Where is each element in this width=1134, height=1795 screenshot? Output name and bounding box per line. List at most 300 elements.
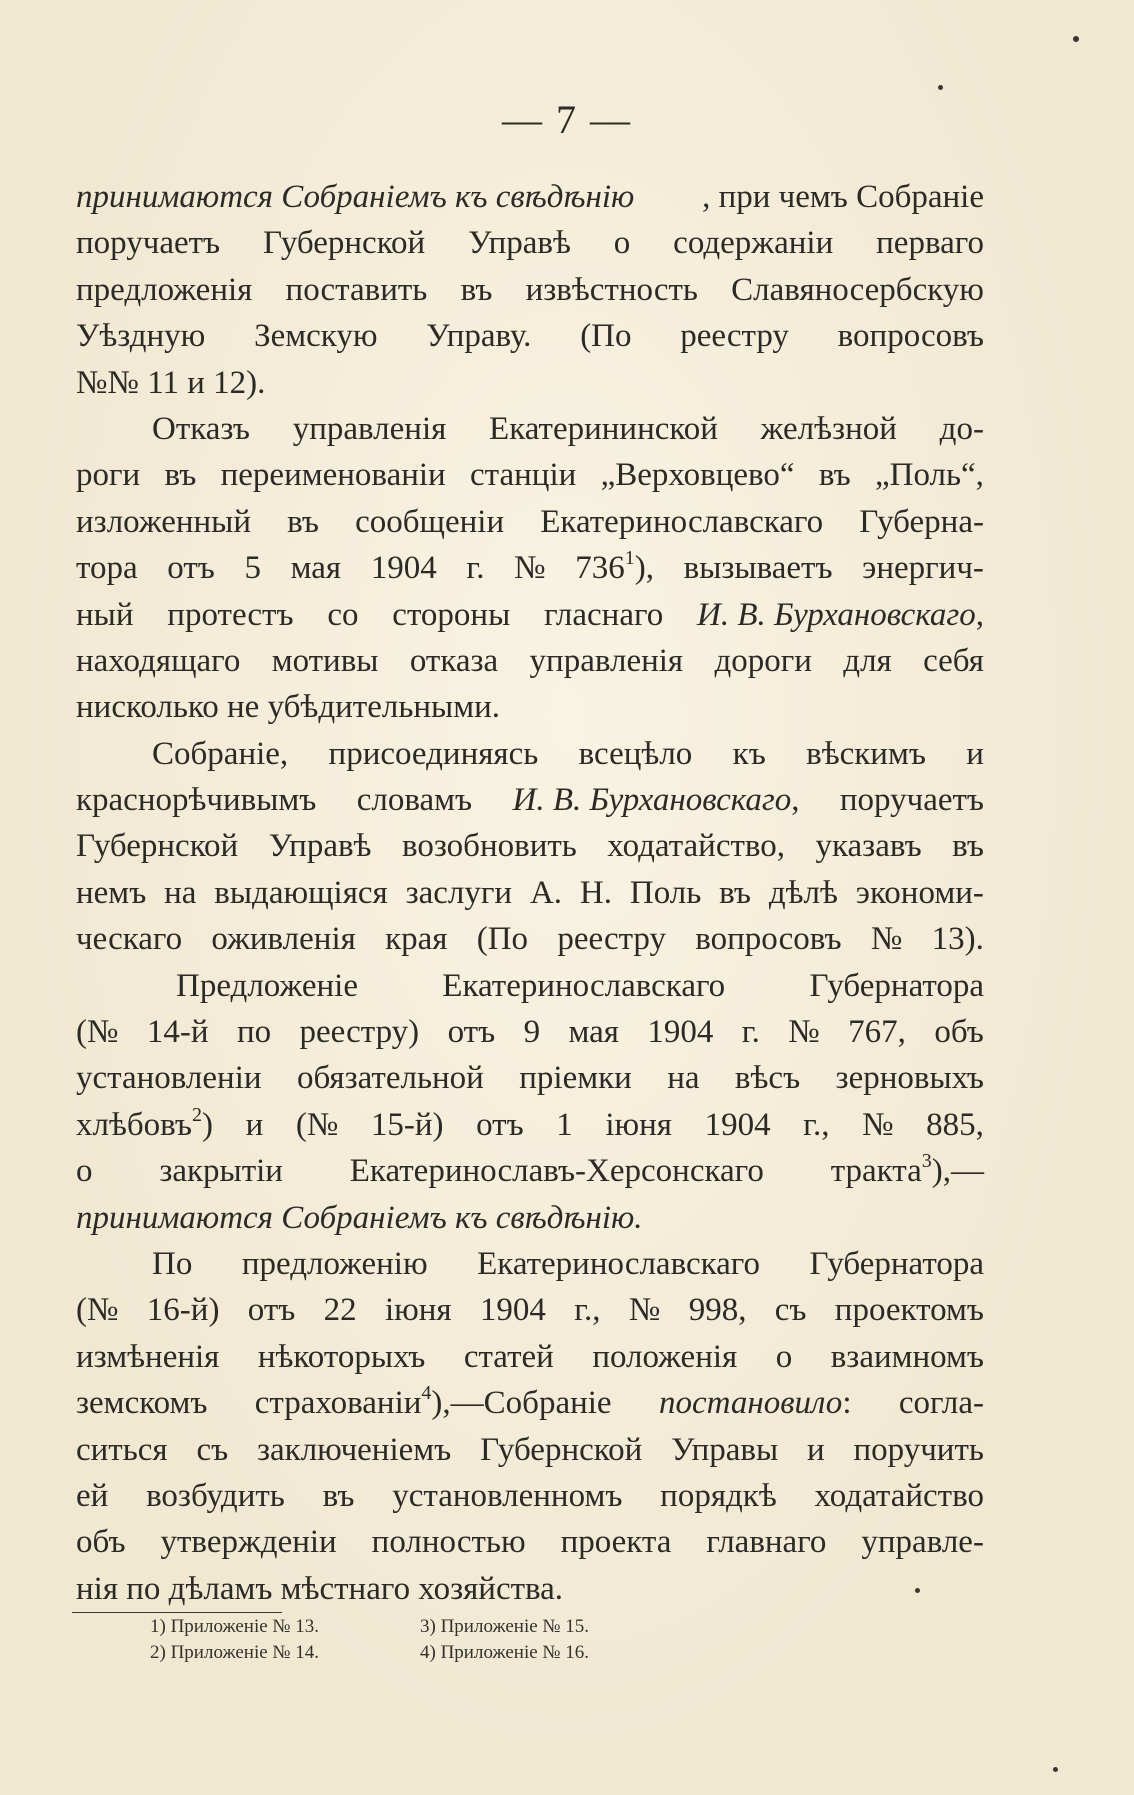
word bbox=[248, 1287, 296, 1333]
word bbox=[574, 1287, 600, 1333]
word bbox=[287, 499, 319, 545]
footnote-marker: 3 bbox=[921, 1150, 932, 1173]
word-text: въ bbox=[322, 1477, 355, 1514]
word bbox=[601, 452, 795, 498]
word bbox=[297, 1055, 484, 1101]
word-text: на bbox=[164, 874, 197, 911]
word bbox=[76, 916, 182, 962]
word-text: главнаго bbox=[706, 1524, 827, 1561]
word-text: экономи- bbox=[855, 874, 984, 911]
word-text: нѣкоторыхъ bbox=[257, 1338, 426, 1375]
word bbox=[835, 1287, 984, 1333]
word-text: въ bbox=[719, 874, 751, 911]
text-line bbox=[76, 638, 984, 684]
word-text: Предложеніе bbox=[176, 967, 358, 1004]
word bbox=[237, 1009, 271, 1055]
word bbox=[514, 545, 546, 591]
word-text: ходатайство, bbox=[607, 828, 786, 865]
scan-speck bbox=[1073, 36, 1079, 42]
word bbox=[926, 1102, 984, 1148]
word bbox=[350, 1148, 764, 1194]
word-text: стороны bbox=[392, 596, 511, 633]
word-text: Собраніе, bbox=[152, 735, 289, 772]
word bbox=[923, 638, 984, 684]
text-line bbox=[76, 499, 984, 545]
word-text: 767, bbox=[848, 1014, 906, 1051]
word bbox=[272, 638, 379, 684]
word bbox=[815, 1473, 984, 1519]
word bbox=[530, 638, 684, 684]
word-text: г., bbox=[803, 1106, 830, 1143]
word-text: №№ 11 и 12). bbox=[76, 364, 266, 401]
word-text: переименованіи bbox=[220, 457, 446, 494]
word-text: 13). bbox=[931, 921, 984, 958]
word-text: вопросовъ bbox=[837, 318, 984, 355]
word-text: вѣскимъ bbox=[806, 735, 926, 772]
word bbox=[733, 731, 766, 777]
word bbox=[899, 1380, 984, 1426]
text-line bbox=[76, 452, 984, 498]
text-line bbox=[76, 1334, 984, 1380]
word-text: Губерна- bbox=[859, 503, 984, 540]
word-text: „Верховцево“ bbox=[600, 457, 795, 494]
word bbox=[76, 684, 500, 730]
word-text: оживленія bbox=[211, 921, 356, 958]
word bbox=[76, 1566, 563, 1612]
word bbox=[714, 638, 812, 684]
word bbox=[221, 452, 446, 498]
word-text: желѣзной bbox=[760, 410, 897, 447]
word-text: края bbox=[385, 921, 448, 958]
word-text: Губернатора bbox=[809, 1245, 984, 1282]
word bbox=[286, 267, 428, 313]
word-text: отъ bbox=[167, 550, 215, 587]
word-text: энергич- bbox=[862, 550, 984, 587]
word-text: предложенія bbox=[76, 271, 253, 308]
word bbox=[214, 870, 387, 916]
word bbox=[254, 313, 377, 359]
word bbox=[176, 963, 358, 1009]
word-text: отъ bbox=[447, 1014, 496, 1051]
word-text: выдающіяся bbox=[214, 874, 388, 911]
word-text: вопросовъ bbox=[695, 921, 842, 958]
word-text: 1 bbox=[556, 1106, 573, 1143]
word-text: поручаетъ bbox=[839, 782, 984, 819]
word bbox=[524, 1009, 541, 1055]
word bbox=[76, 174, 634, 220]
word-text: зерновыхъ bbox=[835, 1060, 984, 1097]
word-text: 5 bbox=[244, 550, 261, 587]
word-text: отказа bbox=[409, 642, 499, 679]
text-line bbox=[76, 1102, 984, 1148]
word-text: , при чемъ Собраніе bbox=[702, 179, 984, 215]
word bbox=[402, 823, 577, 869]
word-text: Н. bbox=[579, 874, 612, 911]
footnote-marker: 2 bbox=[192, 1103, 202, 1126]
scan-speck bbox=[915, 1588, 920, 1593]
word bbox=[607, 823, 785, 869]
word bbox=[477, 916, 528, 962]
word bbox=[680, 313, 789, 359]
word-text: Екатеринославскаго bbox=[540, 503, 824, 540]
word bbox=[426, 313, 531, 359]
word bbox=[660, 1473, 777, 1519]
word-text: Екатерининской bbox=[489, 410, 718, 447]
word-text: Земскую bbox=[254, 318, 378, 355]
word bbox=[76, 452, 140, 498]
word-text: (№ bbox=[295, 1106, 339, 1143]
word-text: 9 bbox=[523, 1014, 541, 1051]
word bbox=[468, 220, 571, 266]
footnote-entry: 3) Приложеніе № 15. bbox=[420, 1616, 590, 1637]
word-text: содержаніи bbox=[673, 225, 834, 262]
word-text: 736 bbox=[575, 550, 625, 587]
word bbox=[775, 1287, 807, 1333]
word bbox=[875, 452, 984, 498]
word bbox=[392, 592, 510, 638]
word-text: № bbox=[862, 1106, 894, 1143]
word bbox=[530, 870, 562, 916]
word-text: Екатеринославскаго bbox=[442, 967, 726, 1004]
word bbox=[152, 406, 250, 452]
word-text: ситься bbox=[76, 1431, 168, 1468]
word-text: ходатайство bbox=[814, 1477, 984, 1514]
word-text: съ bbox=[196, 1431, 229, 1468]
word bbox=[76, 1102, 213, 1148]
word-text: пріемки bbox=[519, 1060, 632, 1097]
word bbox=[761, 406, 897, 452]
word bbox=[147, 1009, 209, 1055]
word-text: № bbox=[788, 1014, 820, 1051]
word-text: , bbox=[791, 782, 800, 819]
word-text: ) bbox=[202, 1106, 213, 1143]
word-text: сообщеніи bbox=[355, 503, 505, 540]
scan-speck bbox=[938, 85, 943, 90]
word bbox=[152, 731, 288, 777]
footnote-marker: 4 bbox=[421, 1382, 432, 1405]
word bbox=[76, 1334, 219, 1380]
word-text: проектомъ bbox=[834, 1292, 984, 1329]
word bbox=[480, 1427, 642, 1473]
word-text: въ bbox=[818, 457, 851, 494]
word-text: ей bbox=[76, 1477, 109, 1514]
word-text: дороги bbox=[714, 642, 812, 679]
word-text: А. bbox=[529, 874, 563, 911]
word bbox=[76, 1287, 118, 1333]
word bbox=[719, 870, 751, 916]
word-text: на bbox=[667, 1060, 700, 1097]
word bbox=[568, 1009, 618, 1055]
text-line bbox=[76, 1427, 984, 1473]
word-text: № bbox=[870, 921, 903, 958]
text-line bbox=[76, 313, 984, 359]
word-text: возбудить bbox=[146, 1477, 285, 1514]
word bbox=[357, 777, 472, 823]
word-text: Губернской bbox=[480, 1431, 643, 1468]
word-text: заключеніемъ bbox=[256, 1431, 452, 1468]
body-text bbox=[76, 174, 984, 1612]
word bbox=[836, 1055, 984, 1101]
word bbox=[540, 499, 823, 545]
word bbox=[146, 1473, 285, 1519]
word bbox=[355, 499, 504, 545]
word bbox=[667, 1055, 699, 1101]
word-text: ),— bbox=[931, 1153, 984, 1190]
word bbox=[513, 777, 800, 823]
word bbox=[614, 220, 631, 266]
word-text: 14-й bbox=[146, 1014, 209, 1051]
word bbox=[392, 1473, 622, 1519]
word bbox=[557, 916, 666, 962]
word bbox=[76, 1427, 168, 1473]
word bbox=[966, 731, 984, 777]
word-text: нія по дѣламъ мѣстнаго хозяйства. bbox=[76, 1570, 564, 1607]
word-text: установленномъ bbox=[392, 1477, 623, 1514]
word bbox=[327, 592, 358, 638]
word-text: со bbox=[327, 596, 359, 633]
footnote-row bbox=[150, 1614, 589, 1640]
word-text: № bbox=[514, 550, 546, 587]
word bbox=[76, 499, 251, 545]
word bbox=[152, 1241, 192, 1287]
word bbox=[659, 1380, 852, 1426]
word bbox=[819, 452, 851, 498]
word bbox=[592, 1334, 737, 1380]
word-text: къ bbox=[732, 735, 766, 772]
word-text: поставить bbox=[285, 271, 428, 308]
word-text: 15-й) bbox=[370, 1106, 444, 1143]
word bbox=[76, 870, 146, 916]
word-text: согла- bbox=[898, 1385, 984, 1422]
word bbox=[76, 1473, 108, 1519]
word bbox=[810, 963, 984, 1009]
word bbox=[684, 545, 833, 591]
word-text: Управѣ bbox=[268, 828, 372, 865]
word bbox=[258, 1334, 425, 1380]
word-text: мотивы bbox=[271, 642, 379, 679]
word bbox=[580, 870, 612, 916]
word bbox=[466, 545, 484, 591]
word bbox=[647, 1009, 713, 1055]
word-text: г. bbox=[466, 550, 485, 587]
word bbox=[556, 1102, 573, 1148]
word bbox=[519, 1055, 632, 1101]
word bbox=[831, 1334, 984, 1380]
text-line bbox=[76, 360, 984, 406]
text-line bbox=[76, 267, 984, 313]
text-line bbox=[76, 731, 984, 777]
word bbox=[76, 1519, 126, 1565]
word-text: 1904 bbox=[704, 1106, 771, 1143]
word-text: Екатеринославскаго bbox=[477, 1245, 761, 1282]
word bbox=[76, 220, 220, 266]
word bbox=[940, 406, 984, 452]
text-line bbox=[76, 1241, 984, 1287]
word bbox=[807, 1427, 825, 1473]
word-text: отъ bbox=[247, 1292, 296, 1329]
word-text: И. В. Бурхановскаго bbox=[697, 596, 976, 633]
word-text: до- bbox=[939, 410, 984, 447]
word-text: всецѣло bbox=[578, 735, 693, 772]
word bbox=[76, 1195, 643, 1241]
word-text: отъ bbox=[476, 1106, 524, 1143]
word-text: ),—Собраніе bbox=[431, 1385, 612, 1422]
word-text: присоединяясь bbox=[328, 735, 539, 772]
word-text: Уѣздную bbox=[76, 318, 206, 355]
word-text: управленія bbox=[292, 410, 447, 447]
word bbox=[323, 1473, 355, 1519]
word-text: Губернской bbox=[76, 828, 239, 865]
word bbox=[605, 1102, 672, 1148]
word bbox=[76, 1009, 118, 1055]
word bbox=[575, 545, 654, 591]
word bbox=[856, 870, 984, 916]
word bbox=[810, 1241, 984, 1287]
word-text: станціи bbox=[470, 457, 577, 494]
word bbox=[848, 1009, 906, 1055]
word-text: поручить bbox=[853, 1431, 984, 1468]
text-line bbox=[76, 684, 984, 730]
text-line bbox=[76, 870, 984, 916]
word bbox=[371, 545, 437, 591]
word-text: взаимномъ bbox=[830, 1338, 984, 1375]
word-text: ный bbox=[76, 596, 134, 633]
word-text: возобновить bbox=[401, 828, 577, 865]
word bbox=[776, 1334, 793, 1380]
word-text: мая bbox=[568, 1014, 619, 1051]
text-line bbox=[76, 545, 984, 591]
word-text: въ bbox=[952, 828, 984, 865]
word bbox=[246, 1102, 264, 1148]
word bbox=[385, 916, 447, 962]
word-text: протестъ bbox=[167, 596, 294, 633]
word-text: тора bbox=[76, 550, 138, 587]
word bbox=[147, 1287, 220, 1333]
word-text: Управѣ bbox=[468, 225, 571, 262]
text-line bbox=[76, 1009, 984, 1055]
word-text: И. В. Бурхановскаго bbox=[512, 782, 792, 819]
word bbox=[702, 174, 984, 220]
word bbox=[689, 1287, 747, 1333]
word bbox=[291, 545, 341, 591]
word bbox=[840, 777, 984, 823]
word-text: реестру bbox=[680, 318, 789, 355]
word-text: находящаго bbox=[76, 642, 241, 679]
word bbox=[705, 1102, 771, 1148]
word-text: г., bbox=[574, 1292, 601, 1329]
word bbox=[580, 313, 631, 359]
word bbox=[673, 220, 833, 266]
word bbox=[706, 1519, 826, 1565]
word-text: полностью bbox=[371, 1524, 526, 1561]
word-text: г. bbox=[741, 1014, 760, 1051]
word-text: принимаются Собраніемъ къ свѣдѣнію bbox=[76, 179, 635, 215]
text-line bbox=[76, 916, 984, 962]
word bbox=[164, 870, 196, 916]
word bbox=[385, 1287, 452, 1333]
word-text: іюня bbox=[384, 1292, 452, 1329]
word-text: 998, bbox=[688, 1292, 747, 1329]
word-text: предложенію bbox=[241, 1245, 428, 1282]
word bbox=[489, 406, 718, 452]
word bbox=[255, 1380, 612, 1426]
word-text: заслуги bbox=[405, 874, 513, 911]
word-text: изложенный bbox=[76, 503, 252, 540]
word-text: іюня bbox=[605, 1106, 672, 1143]
word bbox=[831, 1148, 984, 1194]
word bbox=[697, 592, 984, 638]
word-text: вѣсъ bbox=[734, 1060, 801, 1097]
word-text: о bbox=[775, 1338, 793, 1375]
word bbox=[76, 313, 205, 359]
text-line bbox=[76, 1055, 984, 1101]
word-text: реестру) bbox=[299, 1014, 420, 1051]
word bbox=[735, 1055, 800, 1101]
word bbox=[372, 1519, 526, 1565]
word bbox=[816, 823, 922, 869]
word-text: постановило bbox=[658, 1385, 843, 1422]
text-line bbox=[76, 1566, 984, 1612]
footnote-marker: 1 bbox=[624, 547, 635, 570]
footnotes bbox=[150, 1614, 589, 1666]
word-text: управле- bbox=[861, 1524, 984, 1561]
word bbox=[843, 638, 891, 684]
word bbox=[544, 592, 663, 638]
word bbox=[461, 267, 493, 313]
word-text: о bbox=[613, 225, 631, 262]
word-text: вызываетъ bbox=[683, 550, 833, 587]
word-text: словамъ bbox=[356, 782, 473, 819]
word bbox=[561, 1519, 672, 1565]
word bbox=[871, 916, 903, 962]
text-line bbox=[76, 1473, 984, 1519]
word bbox=[293, 406, 447, 452]
word-text: : bbox=[842, 1385, 852, 1422]
word-text: краснорѣчивымъ bbox=[76, 782, 317, 819]
word bbox=[371, 1102, 444, 1148]
word bbox=[803, 1102, 829, 1148]
word bbox=[579, 731, 693, 777]
footnote-entry: 4) Приложеніе № 16. bbox=[420, 1642, 590, 1663]
word bbox=[838, 313, 984, 359]
word bbox=[806, 731, 926, 777]
word bbox=[477, 1241, 760, 1287]
word bbox=[695, 916, 841, 962]
word-text: проекта bbox=[560, 1524, 672, 1561]
word-text: реестру bbox=[557, 921, 666, 958]
word-text: закрытіи bbox=[159, 1153, 283, 1190]
word bbox=[464, 1334, 554, 1380]
word bbox=[876, 220, 984, 266]
word bbox=[263, 220, 425, 266]
word bbox=[76, 267, 252, 313]
word-text: мая bbox=[290, 550, 342, 587]
word bbox=[406, 870, 513, 916]
word-text: Поль bbox=[629, 874, 702, 911]
word bbox=[442, 963, 725, 1009]
word-text: ), bbox=[634, 550, 654, 587]
text-line bbox=[76, 777, 984, 823]
word-text: и bbox=[245, 1106, 264, 1143]
word bbox=[257, 1427, 451, 1473]
word-text: гласнаго bbox=[544, 596, 664, 633]
word bbox=[742, 1009, 760, 1055]
word bbox=[952, 823, 984, 869]
word bbox=[859, 499, 984, 545]
word-text: указавъ bbox=[815, 828, 922, 865]
word bbox=[788, 1009, 820, 1055]
word bbox=[76, 360, 265, 406]
